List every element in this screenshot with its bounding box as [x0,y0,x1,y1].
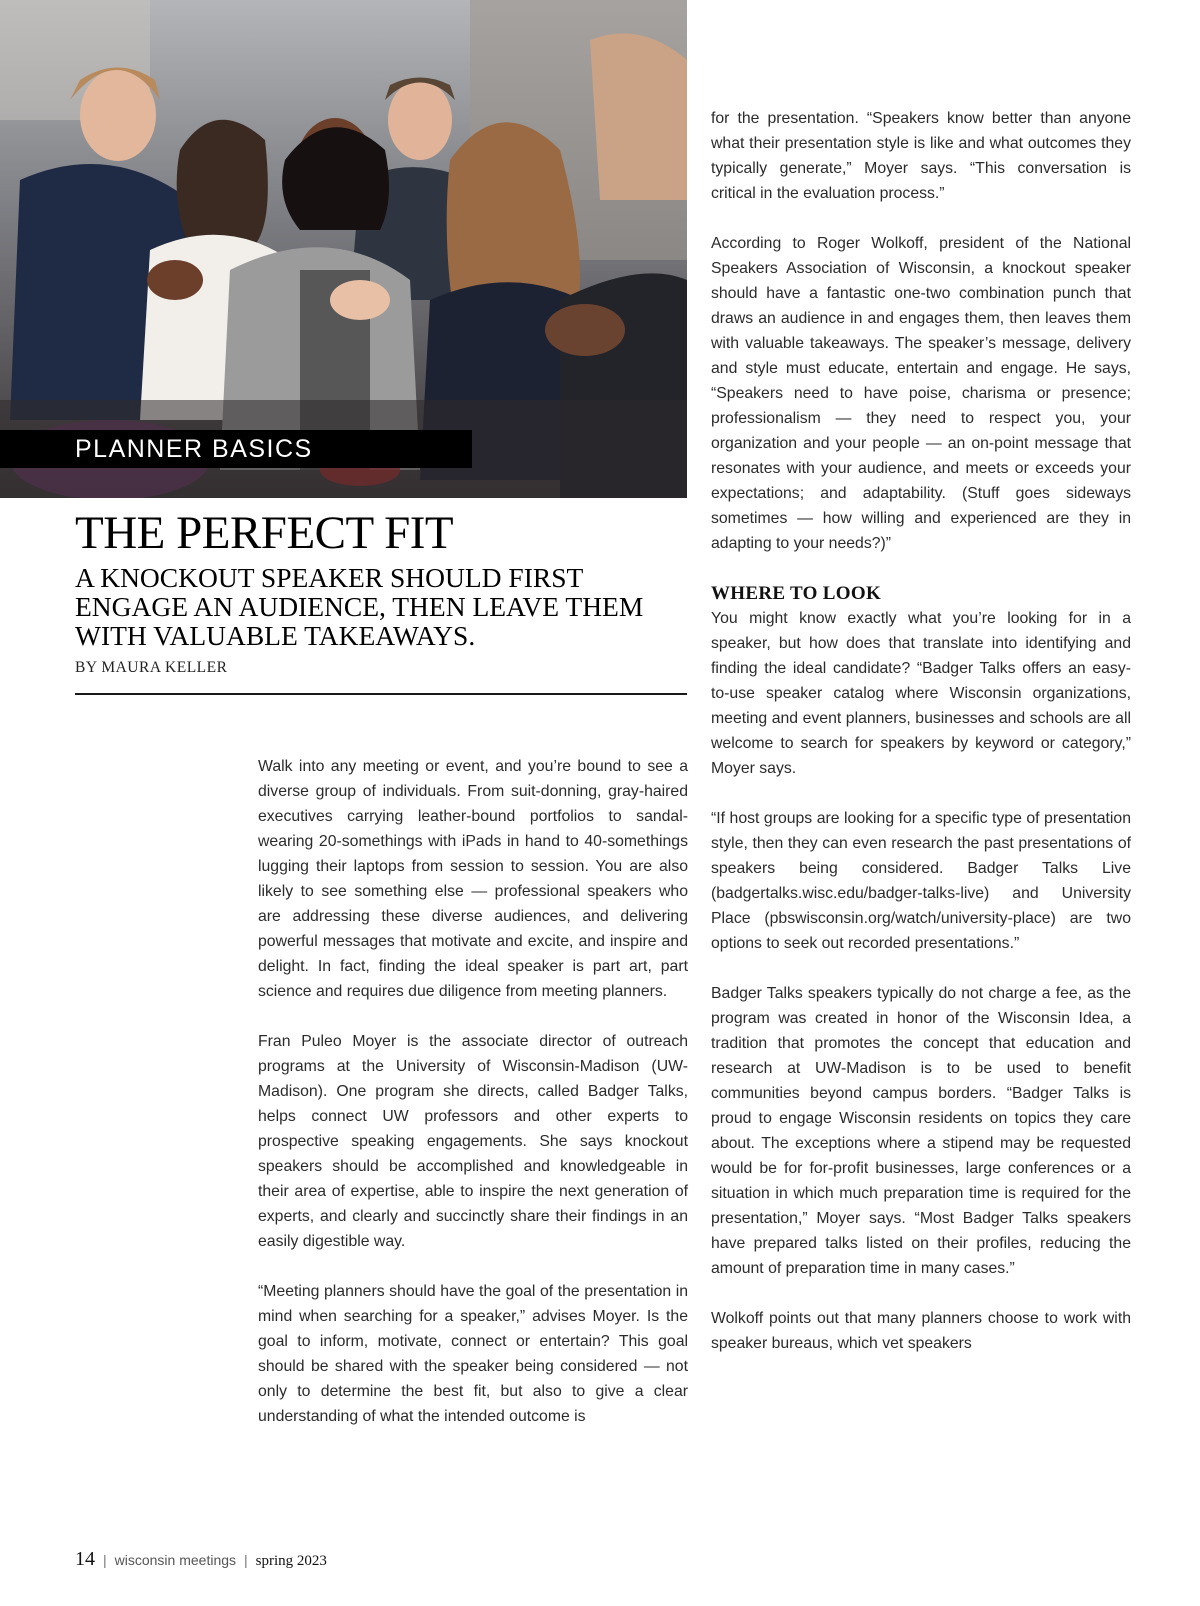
body-paragraph: Walk into any meeting or event, and you’re bound to see a diverse group of individuals. From suit-donning, gray-haired executives carrying leather-bound portfolios to sandal-wearing 20-somethings with iPads in hand to 40-somethings lugging their laptops from session to session. You are also likely to see something else — professional speakers who are addressing these diverse audiences, and delivering powerful messages that motivate and excite, and inspire and delight. In fact, finding the ideal speaker is part art, part science and requires due diligence from meeting planners. [258,758,688,1000]
issue-date: spring 2023 [255,1553,327,1569]
body-paragraph: Badger Talks speakers typically do not charge a fee, as the program was created in honor of the Wisconsin Idea, a tradition that promotes the concept that education and research at UW-Madison is to be used to benefit communities beyond campus borders. “Badger Talks is proud to engage Wisconsin residents on topics they care about. The exceptions where a stipend may be requested would be for for-profit businesses, large conferences or a situation in which much preparation time is required for the presentation,” Moyer says. “Most Badger Talks speakers have prepared talks listed on their profiles, reducing the amount of preparation time in many cases.” [711,985,1131,1277]
footer-separator: | [244,1552,248,1568]
article-title: THE PERFECT FIT [75,507,454,559]
body-paragraph: You might know exactly what you’re looking for in a speaker, but how does that translate into identifying and finding the ideal candidate? “Badger Talks offers an easy-to-use speaker catalog where Wisconsin organizations, meeting and event planners, businesses and schools are all welcome to search for speakers by keyword or category,” Moyer says. [711,610,1131,777]
headline-divider [75,693,687,695]
section-heading: WHERE TO LOOK [711,583,882,604]
body-paragraph: “If host groups are looking for a specific type of presentation style, then they can even research the past presentations of speakers being considered. Badger Talks Live (badgertalks.wisc.edu/badger-talks-live) and University Place (pbswisconsin.org/watch/university-place) are two options to seek out recorded presentations.” [711,810,1131,952]
section-label-band [0,430,472,468]
page-number: 14 [75,1548,95,1570]
article-subtitle: A KNOCKOUT SPEAKER SHOULD FIRST ENGAGE AN AUDIENCE, THEN LEAVE THEM WITH VALUABLE TAKEAWAYS. [75,562,644,651]
article-byline: BY MAURA KELLER [75,659,228,676]
footer-separator: | [103,1552,107,1568]
body-paragraph: for the presentation. “Speakers know better than anyone what their presentation style is like and what outcomes they typically generate,” Moyer says. “This conversation is critical in the evaluation process.” [711,110,1131,202]
section-label: PLANNER BASICS [75,435,313,463]
left-column [258,754,688,1454]
body-paragraph: According to Roger Wolkoff, president of the National Speakers Association of Wisconsin, a knockout speaker should have a fantastic one-two combination punch that draws an audience in and engages them, then leaves them with valuable takeaways. The speaker’s message, delivery and style must educate, entertain and engage. He says, “Speakers need to have poise, charisma or presence; professionalism — they need to respect you, your organization and your people — an on-point message that resonates with your audience, and meets or exceeds your expectations; and adaptability. (Stuff goes sideways sometimes — how willing and experienced are they in adapting to your needs?)” [711,235,1131,552]
audience-applauding-photo [0,0,687,498]
right-column [711,106,1131,1381]
body-paragraph: Fran Puleo Moyer is the associate director of outreach programs at the University of Wisconsin-Madison (UW-Madison). One program she directs, called Badger Talks, helps connect UW professors and other experts to prospective speaking engagements. She says knockout speakers should be accomplished and knowledgeable in their area of expertise, able to inspire the next generation of experts, and clearly and succinctly share their findings in an easily digestible way. [258,1033,688,1250]
publication-name: wisconsin meetings [114,1552,237,1568]
hero-photo [0,0,687,498]
body-paragraph: “Meeting planners should have the goal of the presentation in mind when searching for a speaker,” advises Moyer. Is the goal to inform, motivate, connect or entertain? This goal should be shared with the speaker being considered — not only to determine the best fit, but also to give a clear understanding of what the intended outcome is [258,1283,688,1425]
body-paragraph: Wolkoff points out that many planners choose to work with speaker bureaus, which vet speakers [711,1310,1131,1352]
page-footer [75,1548,327,1571]
